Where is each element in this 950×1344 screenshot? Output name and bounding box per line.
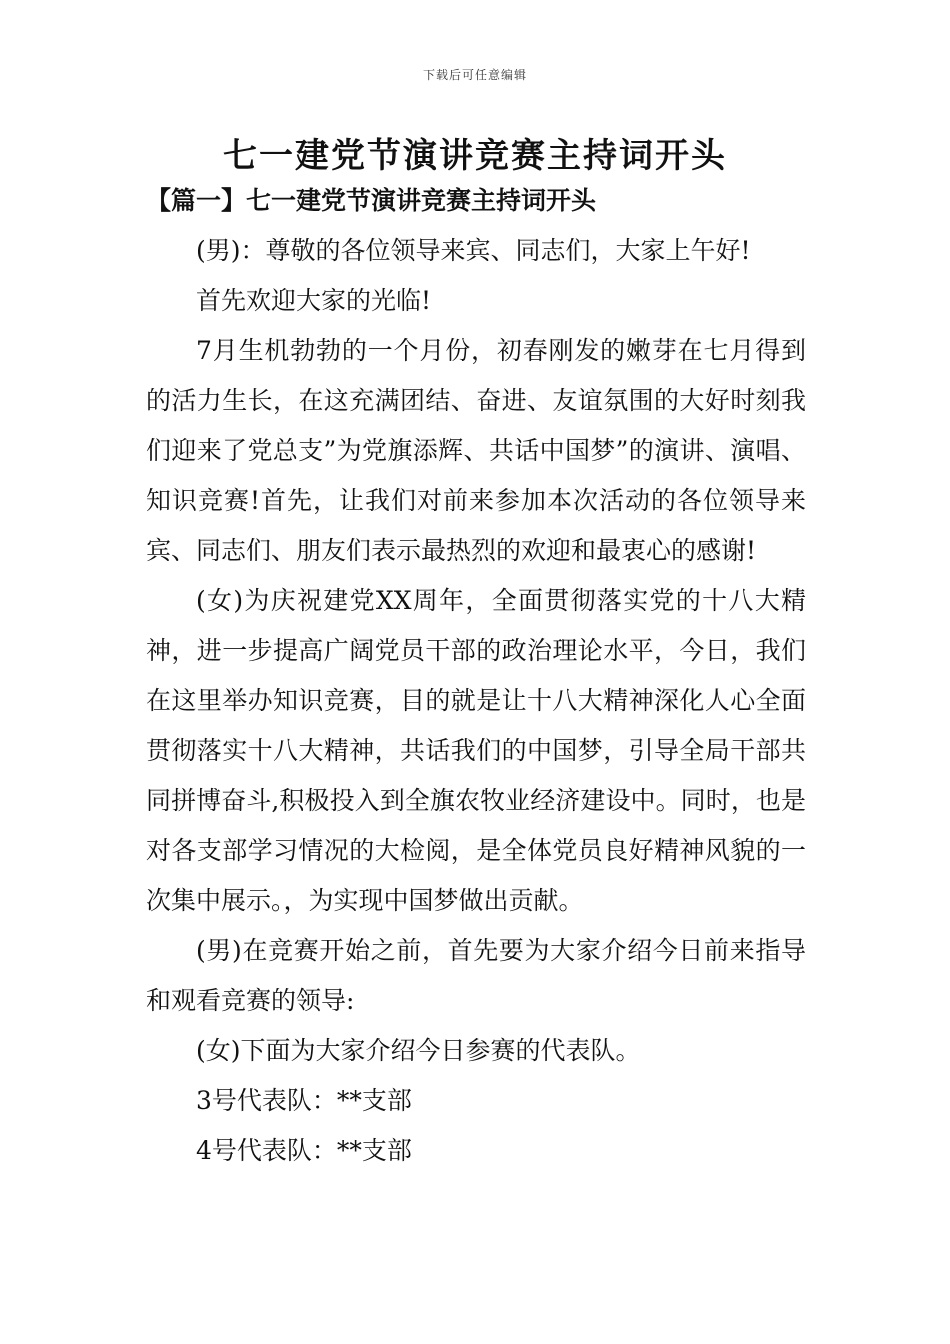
paragraph: (男)在竞赛开始之前，首先要为大家介绍今日前来指导和观看竞赛的领导:: [146, 936, 806, 1015]
paragraph: 7月生机勃勃的一个月份，初春刚发的嫩芽在七月得到的活力生长，在这充满团结、奋进、友谊氛围的大好时刻我们迎来了党总支”为党旗添辉、共话中国梦”的演讲、演唱、知识竞赛!首先，让我们对前来参加本次活动的各位领导来宾、同志们、朋友们表示最热烈的欢迎和最衷心的感谢!: [146, 336, 806, 565]
paragraph: (女)为庆祝建党XX周年，全面贯彻落实党的十八大精神，进一步提高广阔党员干部的政治理论水平，今日，我们在这里举办知识竞赛，目的就是让十八大精神深化人心全面贯彻落实十八大精神，共话我们的中国梦，引导全局干部共同拼博奋斗,积极投入到全旗农牧业经济建设中。同时，也是对各支部学习情况的大检阅，是全体党员良好精神风貌的一次集中展示。，为实现中国梦做出贡献。: [146, 586, 806, 915]
page-header-note: 下载后可任意编辑: [422, 68, 527, 82]
document-title: 七一建党节演讲竞赛主持词开头: [223, 136, 727, 176]
paragraph: 3号代表队：**支部: [196, 1086, 412, 1115]
paragraph: (男)：尊敬的各位领导来宾、同志们，大家上午好!: [196, 236, 751, 265]
paragraph: 首先欢迎大家的光临!: [196, 286, 432, 315]
section-heading: 【篇一】七一建党节演讲竞赛主持词开头: [146, 186, 597, 215]
document-body: [146, 226, 806, 1176]
paragraph: 4号代表队：**支部: [196, 1136, 412, 1165]
paragraph: (女)下面为大家介绍今日参赛的代表队。: [196, 1036, 641, 1065]
